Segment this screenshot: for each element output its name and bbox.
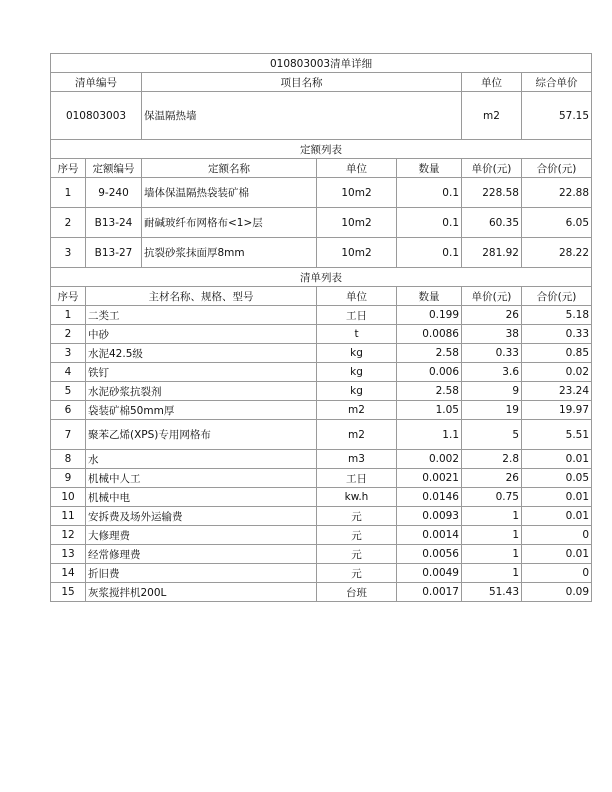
material-row (51, 545, 592, 564)
material-cell: 0.0017 (397, 583, 462, 602)
material-cell: 机械中人工 (86, 469, 317, 488)
material-cell: 机械中电 (86, 488, 317, 507)
quota-cell: 3 (51, 238, 86, 268)
item-name: 保温隔热墙 (142, 92, 462, 140)
material-cell: 4 (51, 363, 86, 382)
material-cell: 0.01 (522, 488, 592, 507)
material-row (51, 344, 592, 363)
material-cell: 0 (522, 564, 592, 583)
quota-cell: 10m2 (317, 208, 397, 238)
quota-header-cell: 合价(元) (522, 159, 592, 178)
quota-cell: B13-24 (86, 208, 142, 238)
material-header-cell: 单位 (317, 287, 397, 306)
material-cell: 14 (51, 564, 86, 583)
material-cell: 中砂 (86, 325, 317, 344)
material-cell: 聚苯乙烯(XPS)专用网格布 (86, 420, 317, 450)
material-cell: 3.6 (462, 363, 522, 382)
material-cell: 水泥砂浆抗裂剂 (86, 382, 317, 401)
material-cell: 1 (462, 507, 522, 526)
material-row (51, 450, 592, 469)
material-row (51, 564, 592, 583)
material-cell: m2 (317, 401, 397, 420)
material-cell: 工日 (317, 469, 397, 488)
quota-header-cell: 单位 (317, 159, 397, 178)
material-row (51, 526, 592, 545)
material-row (51, 488, 592, 507)
material-section-title: 清单列表 (51, 268, 592, 287)
material-header-cell: 主材名称、规格、型号 (86, 287, 317, 306)
material-cell: 1 (462, 564, 522, 583)
material-cell: 0.0146 (397, 488, 462, 507)
quota-row (51, 208, 592, 238)
material-cell: 51.43 (462, 583, 522, 602)
quota-header-cell: 单价(元) (462, 159, 522, 178)
quota-row (51, 178, 592, 208)
material-cell: kg (317, 344, 397, 363)
material-cell: t (317, 325, 397, 344)
header-name: 项目名称 (142, 73, 462, 92)
material-cell: 1.1 (397, 420, 462, 450)
material-cell: 2 (51, 325, 86, 344)
material-cell: 袋装矿棉50mm厚 (86, 401, 317, 420)
material-cell: 13 (51, 545, 86, 564)
quota-cell: 228.58 (462, 178, 522, 208)
material-cell: 台班 (317, 583, 397, 602)
material-cell: 15 (51, 583, 86, 602)
quota-cell: 281.92 (462, 238, 522, 268)
material-header-cell: 单价(元) (462, 287, 522, 306)
material-cell: 铁钉 (86, 363, 317, 382)
material-cell: 0.85 (522, 344, 592, 363)
material-cell: 0.33 (462, 344, 522, 363)
material-cell: 38 (462, 325, 522, 344)
material-cell: 9 (462, 382, 522, 401)
material-row (51, 401, 592, 420)
material-row (51, 363, 592, 382)
quota-header-cell: 序号 (51, 159, 86, 178)
material-cell: 经常修理费 (86, 545, 317, 564)
quota-cell: 10m2 (317, 178, 397, 208)
material-cell: 元 (317, 564, 397, 583)
material-cell: 0.75 (462, 488, 522, 507)
material-cell: m2 (317, 420, 397, 450)
material-cell: 2.58 (397, 344, 462, 363)
material-row (51, 507, 592, 526)
material-cell: kg (317, 382, 397, 401)
quota-cell: 0.1 (397, 208, 462, 238)
material-cell: 3 (51, 344, 86, 363)
material-cell: 2.58 (397, 382, 462, 401)
material-cell: 0.199 (397, 306, 462, 325)
material-cell: 0 (522, 526, 592, 545)
material-cell: 0.33 (522, 325, 592, 344)
quota-header-cell: 数量 (397, 159, 462, 178)
header-price: 综合单价 (522, 73, 592, 92)
material-row (51, 382, 592, 401)
quota-section-title: 定额列表 (51, 140, 592, 159)
quota-cell: B13-27 (86, 238, 142, 268)
quota-cell: 墙体保温隔热袋装矿棉 (142, 178, 317, 208)
material-cell: 折旧费 (86, 564, 317, 583)
material-cell: 23.24 (522, 382, 592, 401)
material-cell: 安拆费及场外运输费 (86, 507, 317, 526)
quota-cell: 耐碱玻纤布网格布<1>层 (142, 208, 317, 238)
quota-row (51, 238, 592, 268)
material-header-cell: 序号 (51, 287, 86, 306)
quota-cell: 60.35 (462, 208, 522, 238)
material-cell: 10 (51, 488, 86, 507)
material-cell: 1 (462, 545, 522, 564)
material-cell: 元 (317, 545, 397, 564)
material-cell: 5.18 (522, 306, 592, 325)
material-cell: 0.0086 (397, 325, 462, 344)
quota-cell: 2 (51, 208, 86, 238)
material-cell: m3 (317, 450, 397, 469)
material-row (51, 469, 592, 488)
table-title: 010803003清单详细 (51, 54, 592, 73)
material-cell: 26 (462, 469, 522, 488)
item-unit: m2 (462, 92, 522, 140)
quota-cell: 0.1 (397, 178, 462, 208)
material-cell: 1 (51, 306, 86, 325)
item-price: 57.15 (522, 92, 592, 140)
header-unit: 单位 (462, 73, 522, 92)
material-cell: 9 (51, 469, 86, 488)
quota-cell: 6.05 (522, 208, 592, 238)
material-cell: 1.05 (397, 401, 462, 420)
material-cell: 19 (462, 401, 522, 420)
material-cell: 11 (51, 507, 86, 526)
material-cell: 0.006 (397, 363, 462, 382)
item-code: 010803003 (51, 92, 142, 140)
material-header-cell: 合价(元) (522, 287, 592, 306)
material-cell: 2.8 (462, 450, 522, 469)
bill-detail-table (50, 53, 592, 602)
material-cell: 1 (462, 526, 522, 545)
material-cell: kg (317, 363, 397, 382)
material-cell: 26 (462, 306, 522, 325)
material-cell: 0.01 (522, 545, 592, 564)
material-cell: 7 (51, 420, 86, 450)
material-row (51, 306, 592, 325)
quota-cell: 抗裂砂浆抹面厚8mm (142, 238, 317, 268)
material-cell: 0.01 (522, 450, 592, 469)
quota-cell: 28.22 (522, 238, 592, 268)
quota-cell: 1 (51, 178, 86, 208)
quota-header-cell: 定额名称 (142, 159, 317, 178)
material-row (51, 325, 592, 344)
material-cell: 0.0021 (397, 469, 462, 488)
material-cell: 6 (51, 401, 86, 420)
material-cell: 灰浆搅拌机200L (86, 583, 317, 602)
material-cell: 二类工 (86, 306, 317, 325)
material-cell: 0.02 (522, 363, 592, 382)
material-cell: 0.0056 (397, 545, 462, 564)
header-code: 清单编号 (51, 73, 142, 92)
material-cell: 19.97 (522, 401, 592, 420)
material-row (51, 420, 592, 450)
material-header-cell: 数量 (397, 287, 462, 306)
material-cell: 5 (462, 420, 522, 450)
material-cell: 0.0049 (397, 564, 462, 583)
material-cell: 0.01 (522, 507, 592, 526)
material-cell: 5 (51, 382, 86, 401)
material-cell: 元 (317, 526, 397, 545)
material-cell: 0.09 (522, 583, 592, 602)
material-cell: 水泥42.5级 (86, 344, 317, 363)
quota-header-cell: 定额编号 (86, 159, 142, 178)
quota-cell: 10m2 (317, 238, 397, 268)
quota-cell: 9-240 (86, 178, 142, 208)
material-cell: kw.h (317, 488, 397, 507)
material-cell: 水 (86, 450, 317, 469)
material-cell: 大修理费 (86, 526, 317, 545)
quota-cell: 22.88 (522, 178, 592, 208)
material-cell: 0.05 (522, 469, 592, 488)
material-cell: 12 (51, 526, 86, 545)
material-cell: 8 (51, 450, 86, 469)
material-cell: 元 (317, 507, 397, 526)
quota-cell: 0.1 (397, 238, 462, 268)
material-cell: 工日 (317, 306, 397, 325)
material-cell: 0.0093 (397, 507, 462, 526)
material-cell: 0.002 (397, 450, 462, 469)
material-cell: 5.51 (522, 420, 592, 450)
material-cell: 0.0014 (397, 526, 462, 545)
material-row (51, 583, 592, 602)
